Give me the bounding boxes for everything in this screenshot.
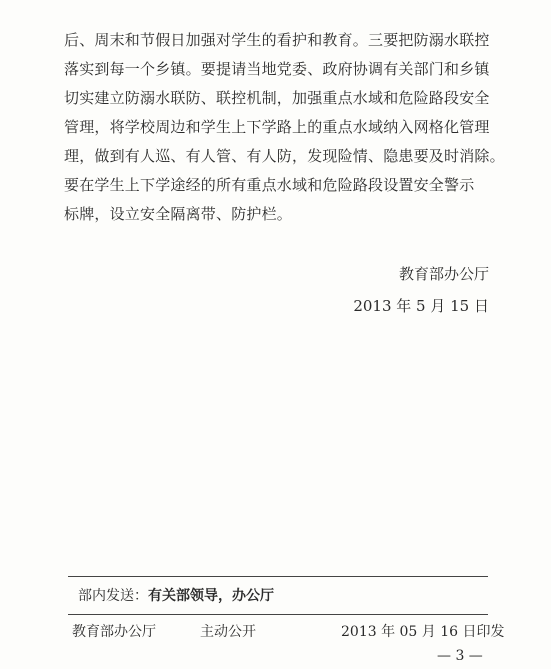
body-line: 标牌，设立安全隔离带、防护栏。 — [64, 205, 293, 223]
print-date: 2013 年 05 月 16 日印发 — [341, 624, 505, 640]
body-line: 要在学生上下学途经的所有重点水域和危险路段设置安全警示 — [64, 176, 475, 194]
body-line: 管理，将学校周边和学生上下学路上的重点水域纳入网格化管理 — [64, 118, 490, 136]
body-line: 理，做到有人巡、有人管、有人防，发现险情、隐患要及时消除。 — [64, 147, 505, 165]
signature-block — [353, 258, 489, 322]
distribution-label: 部内发送： — [78, 588, 148, 604]
footer-middle-rule — [68, 614, 488, 615]
document-body — [64, 26, 505, 229]
body-line: 后、周末和节假日加强对学生的看护和教育。三要把防溺水联控 — [64, 31, 490, 49]
distribution-line — [78, 586, 274, 606]
public-scope: 主动公开 — [200, 624, 256, 640]
signature-date: 2013 年 5 月 15 日 — [353, 297, 489, 315]
issuer-name: 教育部办公厅 — [72, 624, 156, 640]
body-line: 落实到每一个乡镇。要提请当地党委、政府协调有关部门和乡镇 — [64, 60, 490, 78]
signature-office: 教育部办公厅 — [398, 265, 489, 283]
distribution-recipients: 有关部领导，办公厅 — [148, 588, 274, 604]
page-number: — 3 — — [437, 648, 483, 664]
footer-top-rule — [68, 576, 488, 577]
body-line: 切实建立防溺水联防、联控机制，加强重点水域和危险路段安全 — [64, 89, 490, 107]
